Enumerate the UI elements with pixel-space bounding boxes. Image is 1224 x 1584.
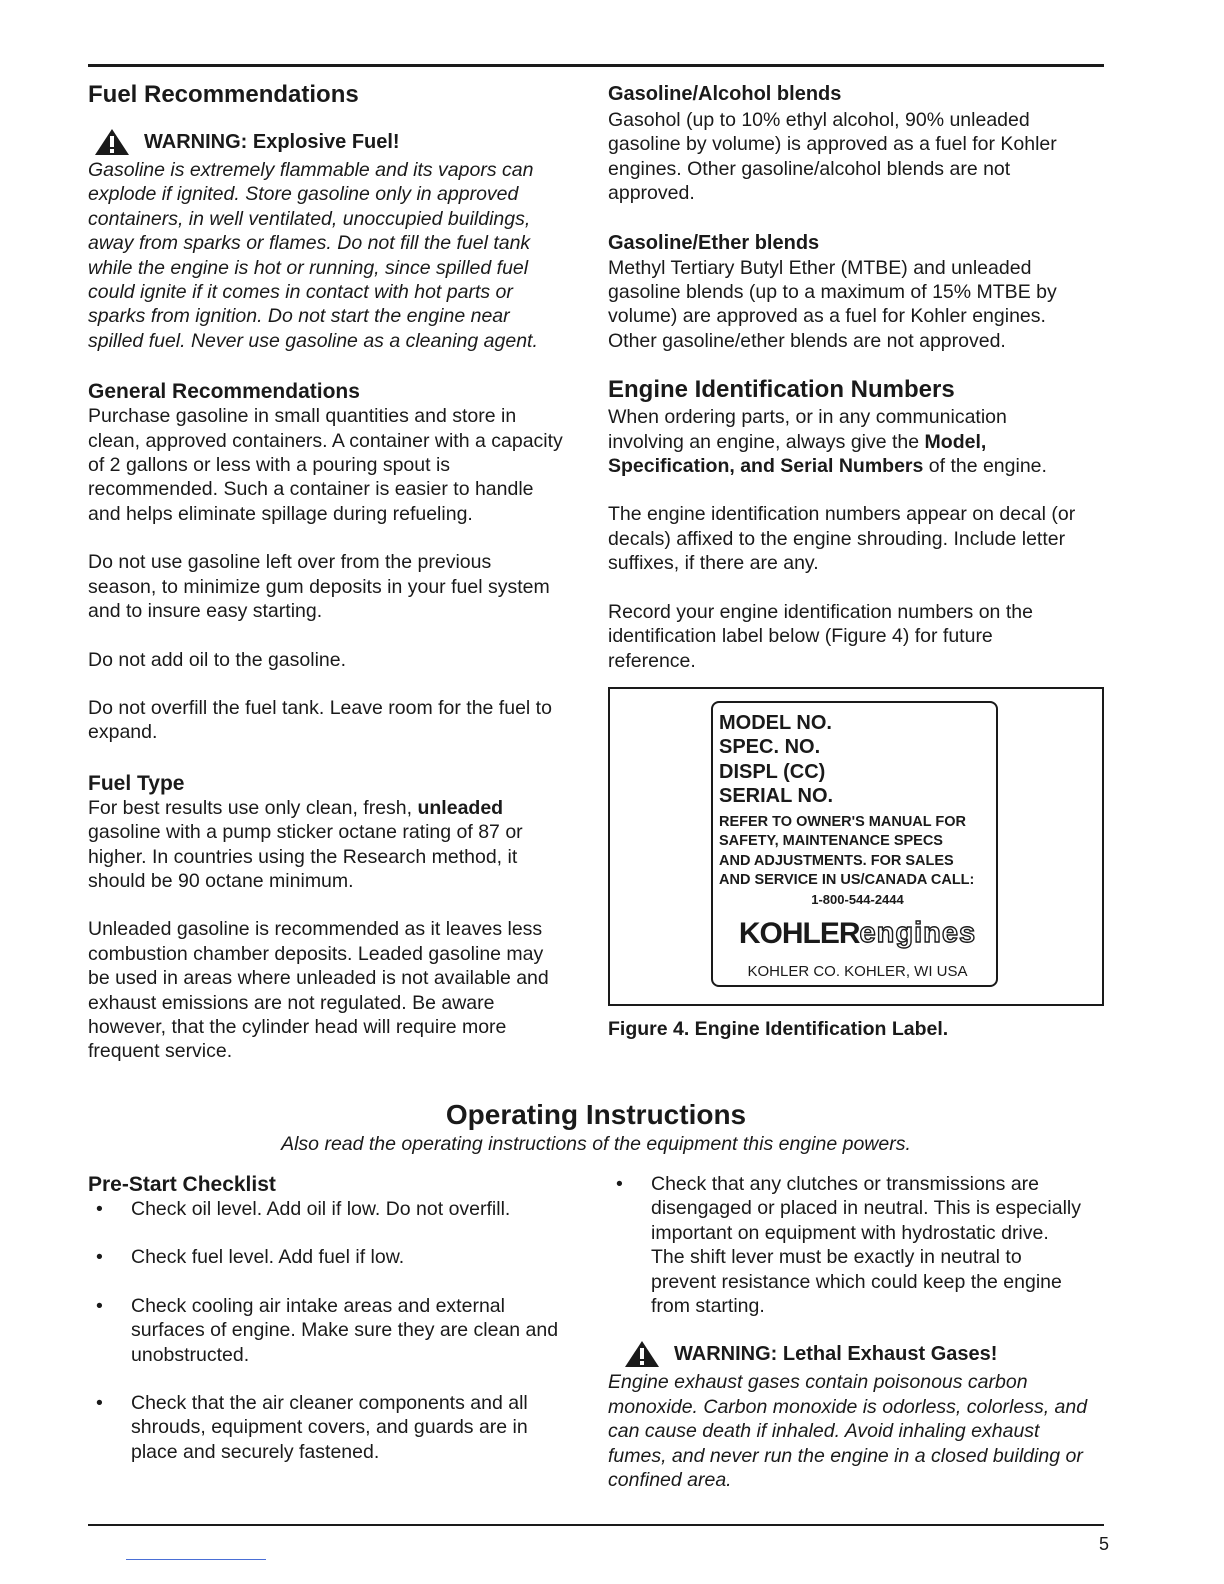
item-text: place and securely fastened. — [131, 1440, 380, 1463]
warning1-line: while the engine is hot or running, since spilled fuel — [88, 256, 529, 279]
text-line: Unleaded gasoline is recommended as it leaves less — [88, 918, 543, 941]
prestart-list — [88, 1197, 588, 1464]
prestart-list-continued — [608, 1172, 1108, 1318]
top-rule — [88, 64, 1104, 67]
warning2-line: fumes, and never run the engine in a closed building or — [608, 1444, 1083, 1467]
text-line: identification label below (Figure 4) for future — [608, 625, 993, 648]
checklist-item — [608, 1172, 1108, 1318]
warning-triangle-icon — [94, 128, 130, 156]
prestart-checklist-heading: Pre-Start Checklist — [88, 1173, 276, 1196]
explosive-fuel-warning-text — [88, 158, 588, 353]
warning1-line: could ignite if it comes in contact with hot parts or — [88, 281, 513, 304]
right-column — [608, 80, 1104, 1041]
operating-instructions-header — [88, 1098, 1104, 1156]
refer-notice — [719, 813, 996, 891]
text-line — [608, 430, 1104, 454]
item-text: Check fuel level. Add fuel if low. — [131, 1246, 405, 1269]
item-text: important on equipment with hydrostatic drive. — [651, 1221, 1049, 1244]
text-span: involving an engine, always give the — [608, 430, 925, 453]
text-line: Do not use gasoline left over from the previous — [88, 551, 492, 574]
item-text: Check oil level. Add oil if low. Do not overfill. — [131, 1198, 511, 1220]
spec-no-field: SPEC. NO. — [719, 736, 821, 759]
warning2-line: monoxide. Carbon monoxide is odorless, colorless, and — [608, 1395, 1088, 1418]
alcohol-blends-heading: Gasoline/Alcohol blends — [608, 83, 842, 105]
fuel-type-paragraph-2 — [88, 917, 588, 1063]
refer-line: REFER TO OWNER'S MANUAL FOR — [719, 813, 966, 830]
text-line: gasoline with a pump sticker octane rating of 87 or — [88, 821, 523, 844]
text-line: exhaust emissions are not regulated. Be aware — [88, 991, 495, 1014]
item-text: surfaces of engine. Make sure they are clean and — [131, 1319, 559, 1342]
engine-identification-heading: Engine Identification Numbers — [608, 376, 955, 404]
checklist-item — [88, 1245, 588, 1269]
general-paragraph-3: Do not add oil to the gasoline. — [88, 648, 347, 671]
text-line: Purchase gasoline in small quantities and store in — [88, 405, 517, 428]
refer-line: AND SERVICE IN US/CANADA CALL: — [719, 872, 975, 889]
displ-field: DISPL (CC) — [719, 760, 826, 783]
checklist-item — [88, 1391, 588, 1464]
warning2-title-text: WARNING: Lethal Exhaust Gases! — [674, 1343, 998, 1366]
text-line: Other gasoline/ether blends are not approved. — [608, 329, 1006, 352]
text-line: decals) affixed to the engine shrouding. Include letter — [608, 527, 1066, 550]
item-text: shrouds, equipment covers, and guards are in — [131, 1416, 528, 1439]
prestart-right-column — [608, 1172, 1108, 1492]
serial-no-field: SERIAL NO. — [719, 785, 834, 808]
text-line: and helps eliminate spillage during refueling. — [88, 502, 473, 525]
fuel-type-paragraph-1 — [88, 796, 588, 894]
text-line: suffixes, if there are any. — [608, 552, 819, 575]
text-line: Gasohol (up to 10% ethyl alcohol, 90% unleaded — [608, 109, 1030, 131]
figure-4-frame — [608, 687, 1104, 1006]
text-line: of 2 gallons or less with a pouring spout is — [88, 454, 451, 477]
item-text: prevent resistance which could keep the engine — [651, 1270, 1062, 1293]
warning-triangle-icon — [624, 1340, 660, 1368]
bullet: • — [96, 1392, 103, 1415]
warning1-line: explode if ignited. Store gasoline only in approved — [88, 183, 519, 206]
warning1-line: away from sparks or flames. Do not fill the fuel tank — [88, 232, 531, 255]
prestart-left-column — [88, 1172, 588, 1464]
item-text: Check that any clutches or transmissions are — [651, 1173, 1040, 1195]
text-line: Do not overfill the fuel tank. Leave room for the fuel to — [88, 696, 552, 719]
explosive-fuel-warning-title — [94, 128, 588, 156]
warning1-title-text: WARNING: Explosive Fuel! — [144, 131, 400, 153]
unleaded-emphasis: unleaded — [417, 796, 504, 819]
text-line: season, to minimize gum deposits in your fuel system — [88, 575, 550, 598]
text-line: however, that the cylinder head will require more — [88, 1015, 507, 1038]
bullet: • — [96, 1294, 103, 1317]
text-line: recommended. Such a container is easier to handle — [88, 478, 534, 501]
item-text: Check cooling air intake areas and external — [131, 1294, 505, 1317]
warning1-line: spilled fuel. Never use gasoline as a cleaning agent. — [88, 329, 538, 352]
warning1-line: containers, in well ventilated, unoccupied buildings, — [88, 207, 531, 230]
company-address: KOHLER CO. KOHLER, WI USA — [747, 962, 968, 980]
text-line: When ordering parts, or in any communication — [608, 406, 1007, 429]
warning2-line: confined area. — [608, 1469, 732, 1492]
text-line: should be 90 octane minimum. — [88, 869, 354, 892]
warning1-line: sparks from ignition. Do not start the engine near — [88, 305, 510, 328]
general-paragraph-4 — [88, 696, 588, 745]
kohler-wordmark: KOHLER — [738, 916, 860, 950]
warning1-line: Gasoline is extremely flammable and its vapors can — [88, 159, 534, 181]
text-line: reference. — [608, 649, 696, 672]
spec-serial-emphasis: Specification, and Serial Numbers — [608, 455, 924, 478]
kohler-engines-logo — [719, 917, 996, 951]
left-column — [88, 80, 588, 1064]
exhaust-gas-warning-title — [624, 1340, 1108, 1368]
alcohol-blends-text — [608, 108, 1104, 206]
model-emphasis: Model, — [924, 430, 987, 453]
text-line: higher. In countries using the Research method, it — [88, 845, 518, 868]
ein-paragraph-2 — [608, 502, 1104, 575]
text-line: frequent service. — [88, 1040, 233, 1063]
general-recommendations-heading: General Recommendations — [88, 380, 360, 404]
item-text: unobstructed. — [131, 1343, 250, 1366]
bottom-rule — [88, 1524, 1104, 1526]
warning2-line: can cause death if inhaled. Avoid inhaling exhaust — [608, 1420, 1040, 1443]
refer-line: AND ADJUSTMENTS. FOR SALES — [719, 852, 954, 869]
text-line: expand. — [88, 721, 158, 744]
ether-blends-heading: Gasoline/Ether blends — [608, 231, 820, 254]
page-number: 5 — [1098, 1534, 1109, 1554]
phone-number: 1-800-544-2444 — [811, 891, 904, 907]
operating-instructions-heading: Operating Instructions — [445, 1099, 747, 1130]
fuel-type-heading: Fuel Type — [88, 771, 185, 795]
text-span: For best results use only clean, fresh, — [88, 796, 418, 819]
item-text: disengaged or placed in neutral. This is especially — [651, 1197, 1081, 1220]
checklist-item — [88, 1294, 588, 1367]
general-paragraph-1 — [88, 404, 588, 526]
ether-blends-text — [608, 256, 1104, 354]
engines-wordmark: engines — [859, 917, 977, 950]
item-text: from starting. — [651, 1295, 765, 1318]
fuel-recommendations-heading: Fuel Recommendations — [88, 81, 359, 108]
checklist-item — [88, 1197, 588, 1221]
warning2-line: Engine exhaust gases contain poisonous carbon — [608, 1371, 1028, 1394]
general-paragraph-2 — [88, 550, 588, 623]
scan-artifact-line — [126, 1559, 266, 1560]
bullet: • — [616, 1173, 623, 1195]
engine-identification-label — [711, 701, 998, 987]
text-line: gasoline blends (up to a maximum of 15% MTBE by — [608, 281, 1057, 304]
text-line: Record your engine identification numbers on the — [608, 600, 1033, 623]
text-line: combustion chamber deposits. Leaded gasoline may — [88, 942, 544, 965]
bullet: • — [96, 1198, 103, 1220]
model-no-field: MODEL NO. — [719, 711, 832, 734]
item-text: Check that the air cleaner components and all — [131, 1392, 528, 1415]
text-line: and to insure easy starting. — [88, 600, 323, 623]
bullet: • — [96, 1246, 103, 1269]
text-span: of the engine. — [923, 455, 1047, 478]
text-line: Methyl Tertiary Butyl Ether (MTBE) and unleaded — [608, 256, 1032, 279]
text-line: gasoline by volume) is approved as a fuel for Kohler — [608, 133, 1057, 156]
ein-paragraph-1 — [608, 405, 1104, 478]
text-line: clean, approved containers. A container with a capacity — [88, 429, 563, 452]
refer-line: SAFETY, MAINTENANCE SPECS — [719, 833, 943, 850]
text-line — [88, 796, 588, 820]
ein-paragraph-3 — [608, 600, 1104, 673]
exhaust-gas-warning-text — [608, 1370, 1108, 1492]
text-line: The engine identification numbers appear on decal (or — [608, 503, 1076, 526]
operating-subtitle: Also read the operating instructions of the equipment this engine powers. — [281, 1133, 911, 1155]
text-line: engines. Other gasoline/alcohol blends are not — [608, 157, 1011, 180]
item-text: The shift lever must be exactly in neutral to — [651, 1246, 1022, 1269]
text-line — [608, 454, 1104, 478]
text-line: approved. — [608, 182, 695, 205]
text-line: volume) are approved as a fuel for Kohler engines. — [608, 305, 1046, 328]
figure-caption: Figure 4. Engine Identification Label. — [608, 1017, 949, 1040]
text-line: be used in areas where unleaded is not available and — [88, 967, 549, 990]
